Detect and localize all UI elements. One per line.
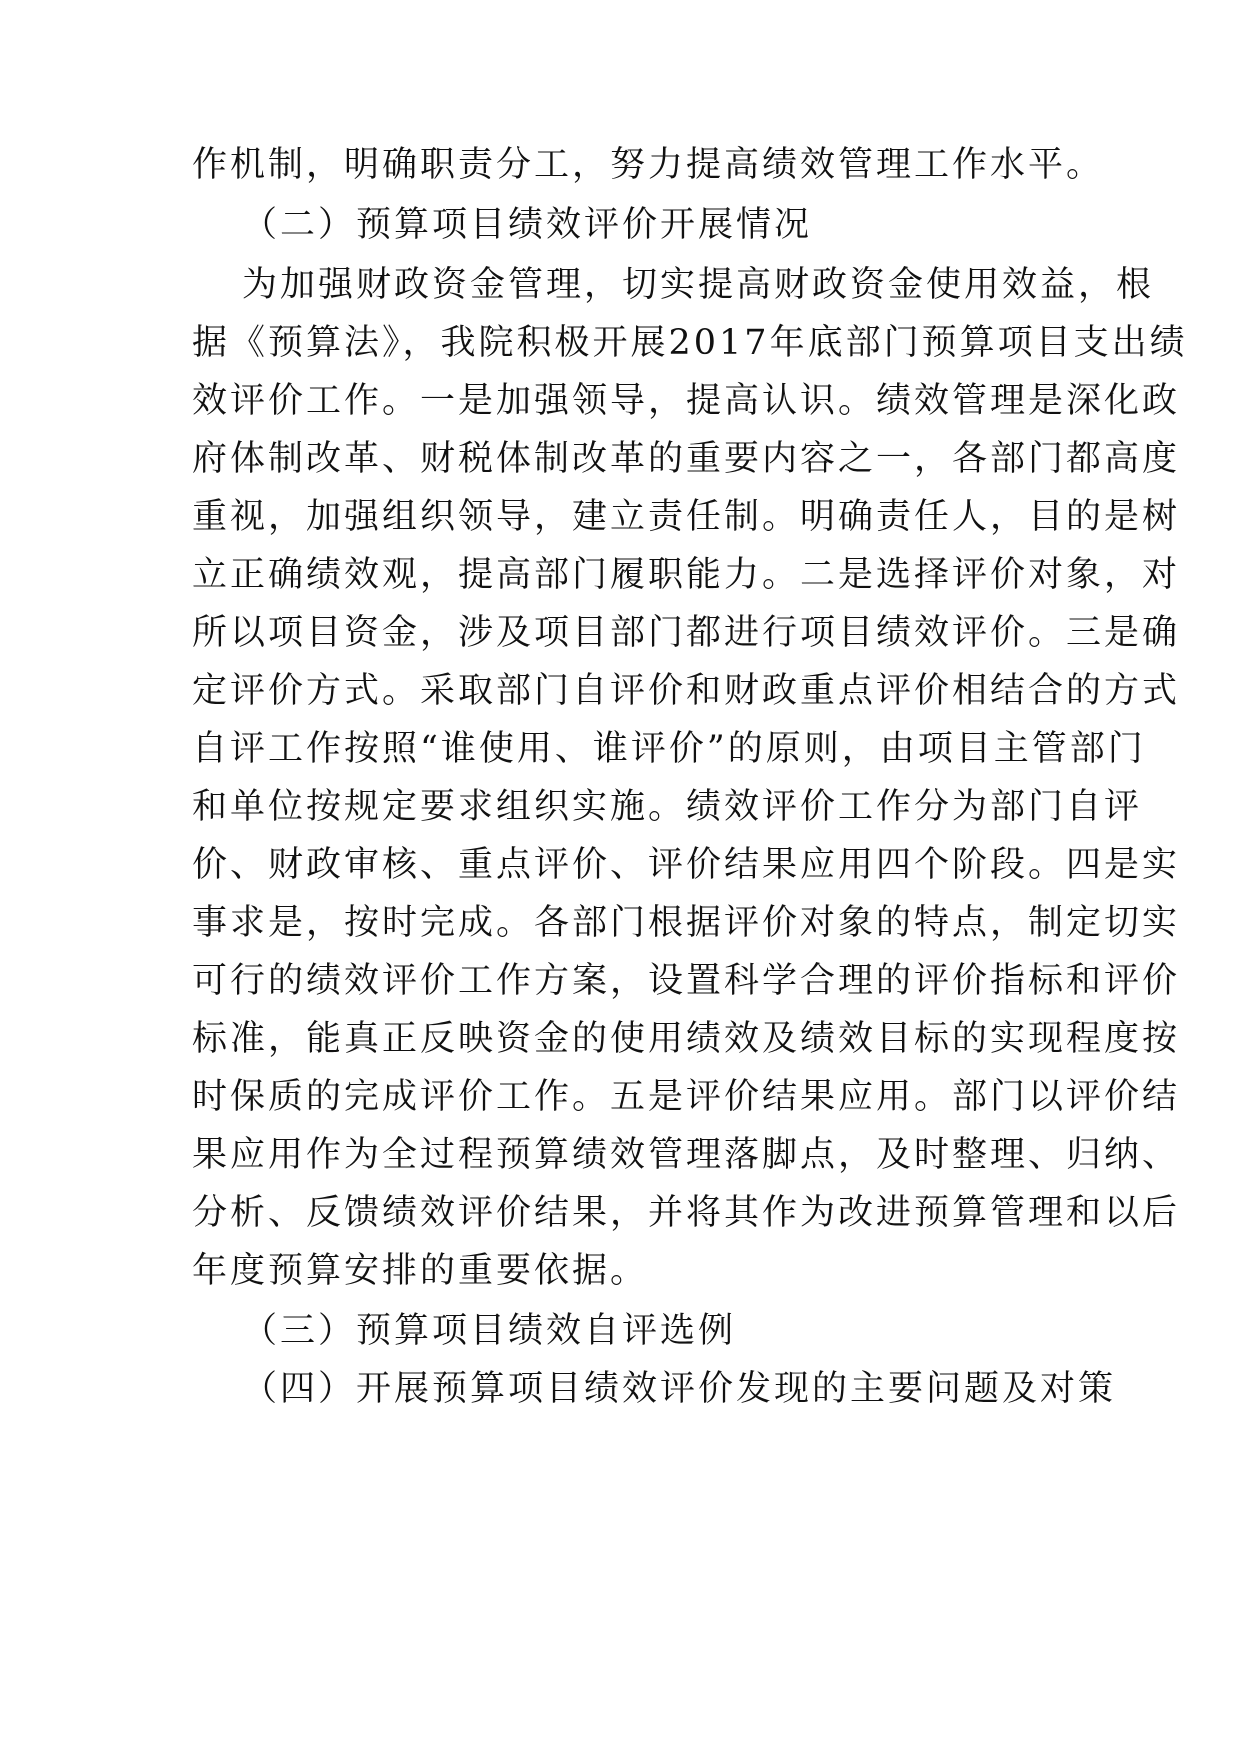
paragraph-line: 果应用作为全过程预算绩效管理落脚点，及时整理、归纳、 <box>192 1135 1181 1175</box>
paragraph-line: 和单位按规定要求组织实施。绩效评价工作分为部门自评 <box>192 787 1143 827</box>
section-heading: （三）预算项目绩效自评选例 <box>242 1311 737 1351</box>
paragraph-line: 立正确绩效观，提高部门履职能力。二是选择评价对象，对 <box>192 555 1181 595</box>
paragraph-line: 自评工作按照“谁使用、谁评价”的原则，由项目主管部门 <box>192 729 1146 769</box>
paragraph-line: 时保质的完成评价工作。五是评价结果应用。部门以评价结 <box>192 1077 1181 1117</box>
paragraph-line: 可行的绩效评价工作方案，设置科学合理的评价指标和评价 <box>192 961 1181 1001</box>
paragraph-line: 府体制改革、财税体制改革的重要内容之一，各部门都高度 <box>192 439 1181 479</box>
paragraph-line: 定评价方式。采取部门自评价和财政重点评价相结合的方式 <box>192 671 1181 711</box>
paragraph-line: 标准，能真正反映资金的使用绩效及绩效目标的实现程度按 <box>192 1019 1181 1059</box>
paragraph-line: 年度预算安排的重要依据。 <box>192 1251 649 1291</box>
paragraph-line: 为加强财政资金管理，切实提高财政资金使用效益，根 <box>242 265 1155 305</box>
paragraph-line: 价、财政审核、重点评价、评价结果应用四个阶段。四是实 <box>192 845 1181 885</box>
paragraph-line: 效评价工作。一是加强领导，提高认识。绩效管理是深化政 <box>192 381 1181 421</box>
paragraph-line: 据《预算法》，我院积极开展2017年底部门预算项目支出绩 <box>192 323 1188 363</box>
paragraph-line: 作机制，明确职责分工，努力提高绩效管理工作水平。 <box>192 145 1105 185</box>
paragraph-line: 事求是，按时完成。各部门根据评价对象的特点，制定切实 <box>192 903 1181 943</box>
paragraph-line: 重视，加强组织领导，建立责任制。明确责任人，目的是树 <box>192 497 1181 537</box>
paragraph-line: 分析、反馈绩效评价结果，并将其作为改进预算管理和以后 <box>192 1193 1181 1233</box>
paragraph-line: 所以项目资金，涉及项目部门都进行项目绩效评价。三是确 <box>192 613 1181 653</box>
section-heading: （二）预算项目绩效评价开展情况 <box>242 205 813 245</box>
section-heading: （四）开展预算项目绩效评价发现的主要问题及对策 <box>242 1369 1117 1409</box>
